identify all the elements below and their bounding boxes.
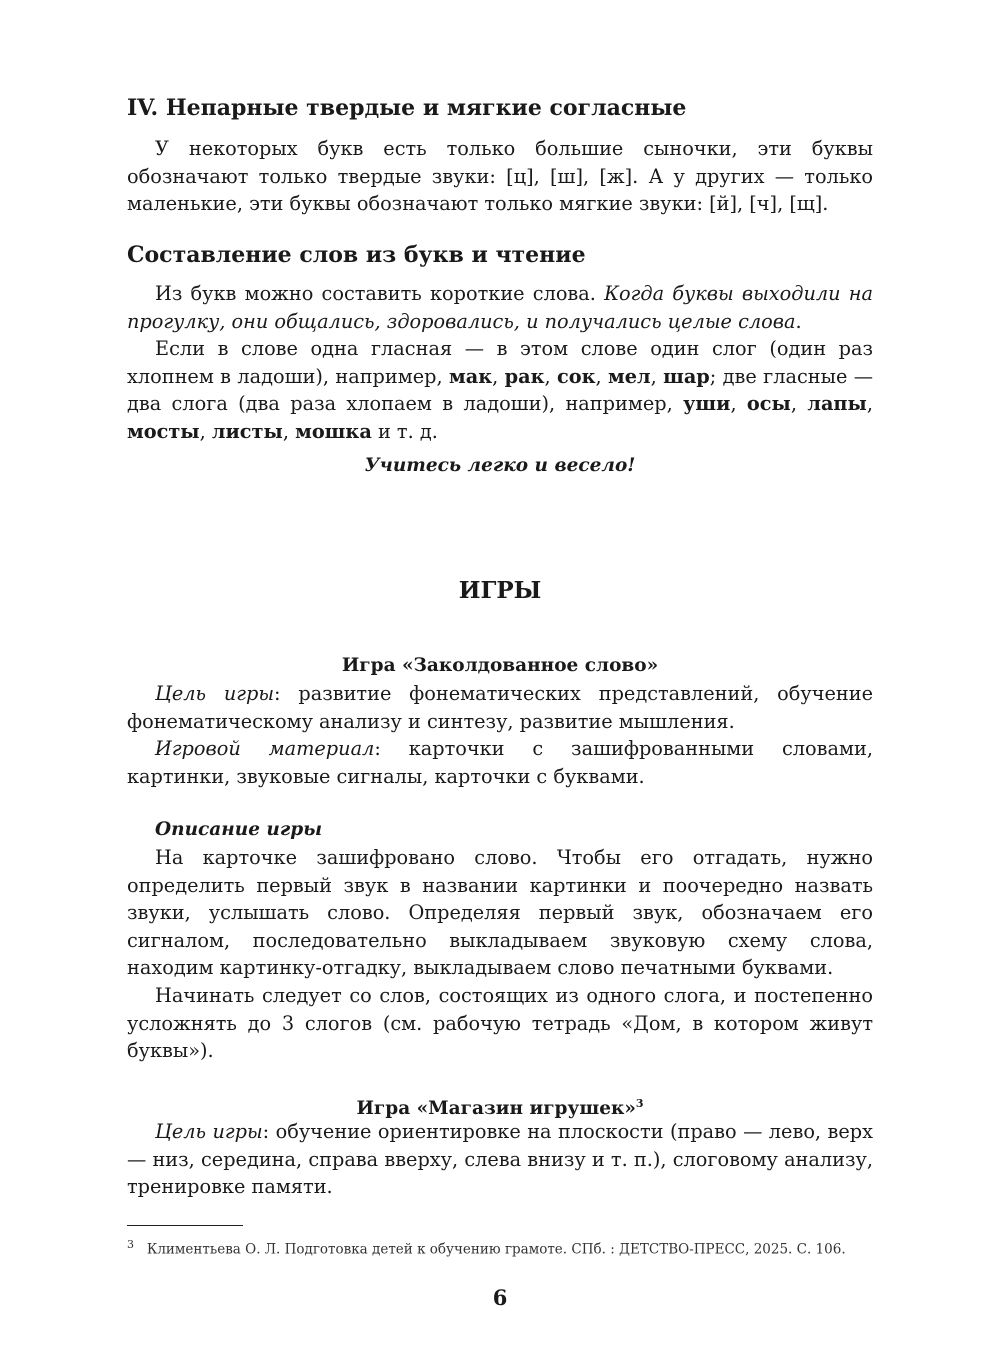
game1-description-heading: Описание игры xyxy=(155,819,323,840)
section-heading-word-composition: Составление слов из букв и чтение xyxy=(127,242,586,268)
game1-description-1: На карточке зашифровано слово. Чтобы его отгадать, нужно определить первый звук в названии картинки и поочередно назвать звуки, услышать слово. Определяя первый звук, обозначаем его сигналом, последовательно выкладываем звуковую схему слова, находим картинку-отгадку, выкладываем слово печатными буквами. xyxy=(127,846,873,979)
example-word: мошка xyxy=(295,419,372,443)
example-word: осы xyxy=(746,392,791,415)
example-word: рак xyxy=(504,364,545,388)
game2-goal: Цель игры: обучение ориентировке на плоскости (право — лево, верх — низ, середина, справа вверху, слева внизу и т. п.), слоговому анализу, тренировке памяти. xyxy=(127,1120,873,1198)
game1-goal: Цель игры: развитие фонематических представлений, обучение фонематическому анализу и синтезу, развитие мышления. xyxy=(127,682,874,733)
example-word: мосты xyxy=(127,419,200,443)
page-number: 6 xyxy=(492,1285,508,1310)
example-word: уши xyxy=(683,392,731,415)
game1-description-2: Начинать следует со слов, состоящих из одного слога, и постепенно усложнять до 3 слогов (см. рабочую тетрадь «Дом, в котором живут буквы»). xyxy=(127,984,873,1062)
games-heading: ИГРЫ xyxy=(458,577,542,604)
example-word: мак xyxy=(448,364,493,388)
example-word: лапы xyxy=(807,392,867,415)
game2-title: Игра «Магазин игрушек»$^3$ xyxy=(356,1097,644,1120)
game1-title: Игра «Заколдованное слово» xyxy=(341,655,659,676)
game1-material: Игровой материал: карточки с зашифрованными словами, картинки, звуковые сигналы, карточки с буквами. xyxy=(127,737,873,788)
example-word: листы xyxy=(211,419,283,443)
footnote: $^3$ Климентьева О. Л. Подготовка детей к обучению грамоте. СПб. : ДЕТСТВО-ПРЕСС, 2025. С. 106. xyxy=(127,1238,846,1258)
paragraph-word-composition-2: Если в слове одна гласная — в этом слове один слог (один раз хлопнем в ладоши), например, мак, рак, сок, мел, шар; две гласные — два слога (два раза хлопаем в ладоши), например, уши, осы, лапы, мосты, листы, мошка и т. д. xyxy=(127,337,874,443)
footnote-divider xyxy=(127,1225,243,1226)
example-word: сок xyxy=(557,364,596,388)
example-word: мел xyxy=(608,364,651,388)
footnote-reference: 3 xyxy=(635,1097,644,1110)
paragraph-word-composition-1: Из букв можно составить короткие слова. Когда буквы выходили на прогулку, они общались, здоровались, и получались целые слова. xyxy=(127,282,873,333)
paragraph-unpaired-consonants: У некоторых букв есть только большие сыночки, эти буквы обозначают только твердые звуки: [ц], [ш], [ж]. А у других — только маленькие, эти буквы обозначают только мягкие звуки: [й], [ч], [щ]. xyxy=(127,137,873,215)
section-heading-unpaired-consonants: IV. Непарные твердые и мягкие согласные xyxy=(127,95,687,121)
motto: Учитесь легко и весело! xyxy=(364,455,636,476)
example-word: шар xyxy=(663,364,710,388)
